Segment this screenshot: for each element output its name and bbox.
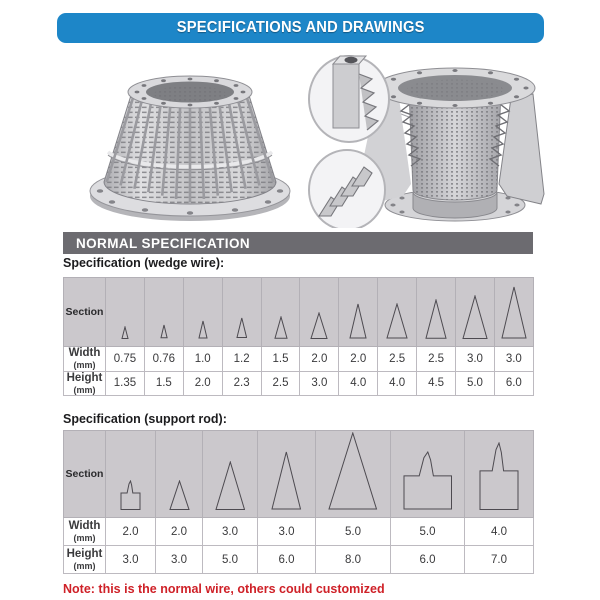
width-value-cell: 2.0: [339, 347, 378, 372]
section-shape-cell: [391, 431, 465, 518]
width-value-cell: 2.0: [156, 518, 203, 546]
customization-note: Note: this is the normal wire, others could customized: [63, 582, 385, 596]
height-value-cell: 4.5: [417, 371, 456, 396]
height-value-cell: 6.0: [391, 546, 465, 574]
triangle-profile-icon: [169, 480, 190, 511]
section-shape-cell: [106, 431, 156, 518]
width-value-cell: 3.0: [456, 347, 495, 372]
height-value-cell: 3.0: [156, 546, 203, 574]
triangle-profile-icon: [274, 316, 288, 339]
triangle-profile-icon: [386, 303, 408, 339]
section-shape-cell: [316, 431, 391, 518]
row-label: Height (mm): [64, 546, 106, 574]
support-rod-spec-table: [63, 430, 534, 574]
triangle-profile-icon: [310, 312, 328, 340]
section-shape-cell: [156, 431, 203, 518]
cone-body: [104, 92, 276, 204]
rect-peak-profile-icon: [120, 480, 141, 511]
height-value-cell: 3.0: [300, 371, 339, 396]
height-value-cell: 1.35: [106, 371, 145, 396]
top-flange: [375, 68, 535, 108]
rod-table-caption: Specification (support rod):: [63, 412, 227, 426]
section-shape-cell: [378, 278, 417, 347]
height-value-cell: 5.0: [456, 371, 495, 396]
height-value-cell: 4.0: [378, 371, 417, 396]
width-value-cell: 3.0: [494, 347, 533, 372]
section-banner-title: NORMAL SPECIFICATION: [76, 235, 251, 251]
triangle-profile-icon: [271, 451, 302, 510]
height-value-cell: 6.0: [258, 546, 316, 574]
top-flange: [128, 76, 252, 108]
section-shape-cell: [258, 431, 316, 518]
bolt-hole-icon: [345, 57, 358, 63]
page-title: SPECIFICATIONS AND DRAWINGS: [176, 19, 425, 36]
wedge-wire-spec-table: [63, 277, 534, 396]
basket-illustration-left: [78, 50, 306, 228]
rect-peak-profile-icon: [403, 451, 453, 510]
width-value-cell: 0.76: [144, 347, 183, 372]
height-value-cell: 2.0: [183, 371, 222, 396]
row-label: Width (mm): [64, 518, 106, 546]
width-value-cell: 1.2: [222, 347, 261, 372]
triangle-profile-icon: [160, 324, 168, 339]
section-shape-cell: [465, 431, 534, 518]
row-label: Height (mm): [64, 371, 106, 396]
height-value-cell: 8.0: [316, 546, 391, 574]
height-value-cell: 3.0: [106, 546, 156, 574]
section-shape-cell: [261, 278, 300, 347]
height-value-cell: 1.5: [144, 371, 183, 396]
width-value-cell: 3.0: [258, 518, 316, 546]
width-value-cell: 2.5: [417, 347, 456, 372]
triangle-profile-icon: [349, 303, 367, 339]
row-label: Section: [64, 278, 106, 347]
triangle-profile-icon: [215, 461, 246, 511]
header-banner: [57, 13, 544, 43]
width-value-cell: 2.0: [300, 347, 339, 372]
section-shape-cell: [417, 278, 456, 347]
section-shape-cell: [203, 431, 258, 518]
section-shape-cell: [300, 278, 339, 347]
width-value-cell: 3.0: [203, 518, 258, 546]
triangle-profile-icon: [462, 295, 488, 340]
row-label: Width (mm): [64, 347, 106, 372]
height-value-cell: 2.3: [222, 371, 261, 396]
row-label: Section: [64, 431, 106, 518]
width-value-cell: 0.75: [106, 347, 145, 372]
section-banner: [63, 232, 533, 254]
section-shape-cell: [144, 278, 183, 347]
detail-callout-top: [309, 56, 389, 142]
triangle-profile-icon: [198, 320, 208, 339]
width-value-cell: 1.5: [261, 347, 300, 372]
width-value-cell: 2.5: [378, 347, 417, 372]
inner-screen-surface: [409, 90, 501, 218]
height-value-cell: 5.0: [203, 546, 258, 574]
section-shape-cell: [106, 278, 145, 347]
width-value-cell: 1.0: [183, 347, 222, 372]
basket-illustration-right: [305, 42, 545, 228]
width-value-cell: 2.0: [106, 518, 156, 546]
triangle-profile-icon: [121, 326, 129, 339]
width-value-cell: 5.0: [316, 518, 391, 546]
triangle-profile-icon: [425, 299, 447, 339]
rect-peak-profile-icon: [479, 442, 519, 511]
height-value-cell: 4.0: [339, 371, 378, 396]
detail-callout-bottom: [309, 150, 385, 228]
wedge-table-caption: Specification (wedge wire):: [63, 256, 225, 270]
section-shape-cell: [339, 278, 378, 347]
triangle-profile-icon: [328, 432, 378, 510]
section-shape-cell: [183, 278, 222, 347]
width-value-cell: 4.0: [465, 518, 534, 546]
height-value-cell: 6.0: [494, 371, 533, 396]
section-shape-cell: [456, 278, 495, 347]
height-value-cell: 7.0: [465, 546, 534, 574]
section-shape-cell: [222, 278, 261, 347]
width-value-cell: 5.0: [391, 518, 465, 546]
section-shape-cell: [494, 278, 533, 347]
triangle-profile-icon: [501, 286, 527, 339]
height-value-cell: 2.5: [261, 371, 300, 396]
triangle-profile-icon: [236, 317, 248, 339]
